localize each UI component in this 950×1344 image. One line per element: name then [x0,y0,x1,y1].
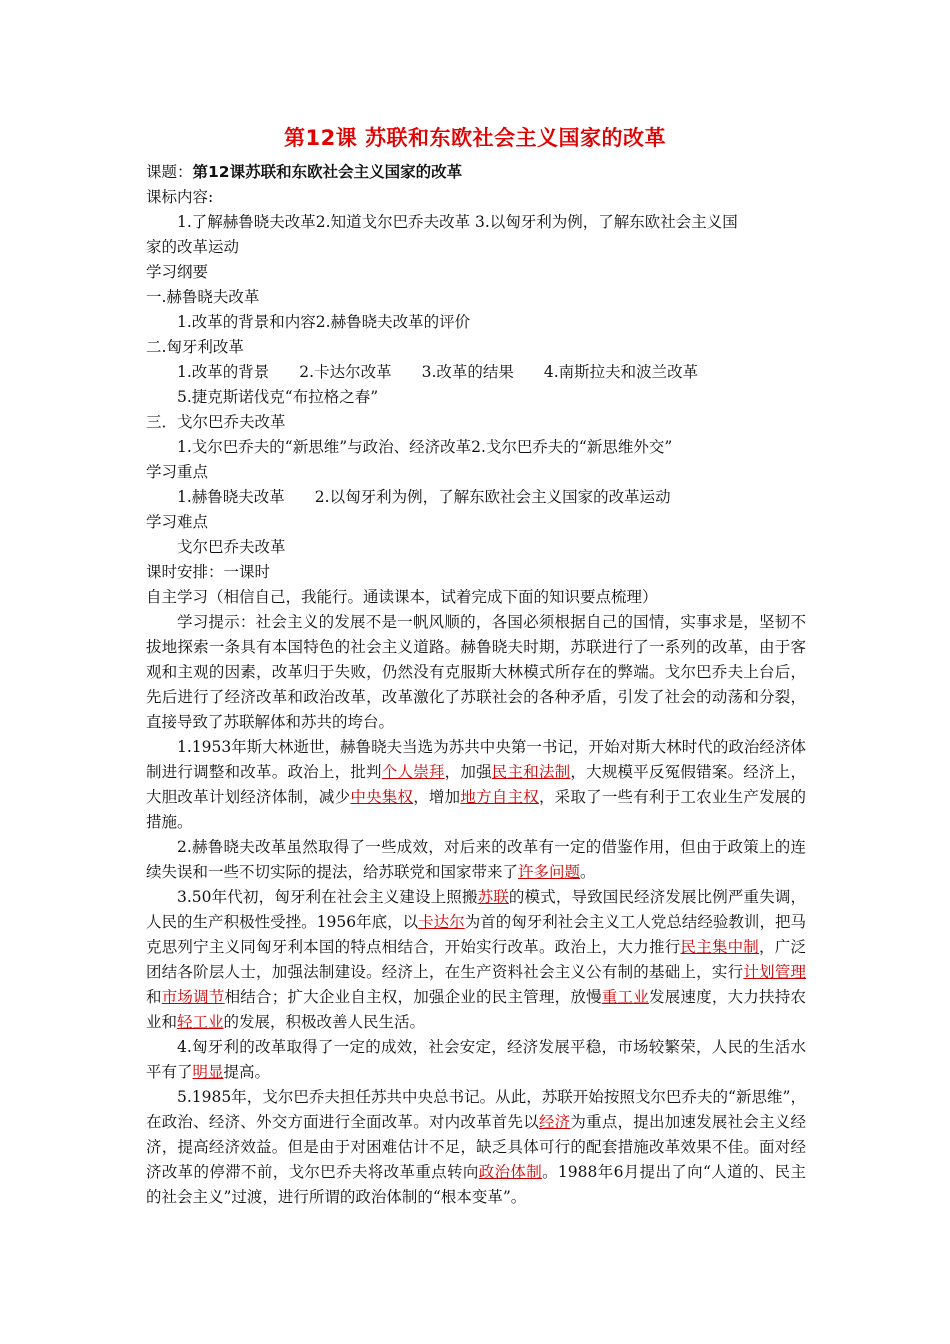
answer-blank: 许多问题 [518,863,581,881]
curriculum-label: 课标内容: [146,188,214,206]
outline-section-3-items: 1.戈尔巴乔夫的“新思维”与政治、经济改革2.戈尔巴乔夫的“新思维外交” [177,438,673,456]
hint-paragraph: 学习提示：社会主义的发展不是一帆风顺的，各国必须根据自己的国情，实事求是，坚韧不拔地探索一条具有本国特色的社会主义道路。赫鲁晓夫时期，苏联进行了一系列的改革，由于客观和主观的因素，改革归于失败，仍然没有克服斯大林模式所存在的弊端。戈尔巴乔夫上台后，先后进行了经济改革和政治改革，改革激化了苏联社会的各种矛盾，引发了社会的动荡和分裂，直接导致了苏联解体和苏共的垮台。 [146,613,806,731]
answer-blank: 民主集中制 [680,938,760,956]
outline-item: 4.南斯拉夫和波兰改革 [543,363,699,381]
paragraph-2: 2.赫鲁晓夫改革虽然取得了一些成效，对后来的改革有一定的借鉴作用，但由于政策上的连续失误和一些不切实际的提法，给苏联党和国家带来了许多问题。 [146,838,806,881]
paragraph-3: 3.50年代初，匈牙利在社会主义建设上照搬苏联的模式，导致国民经济发展比例严重失调，人民的生产积极性受挫。1956年底，以卡达尔为首的匈牙利社会主义工人党总结经验教训，把马克思列宁主义同匈牙利本国的特点相结合，开始实行改革。政治上，大力推行民主集中制，广泛团结各阶层人士，加强法制建设。经济上，在生产资料社会主义公有制的基础上，实行计划管理和市场调节相结合；扩大企业自主权，加强企业的民主管理，放慢重工业发展速度，大力扶持农业和轻工业的发展，积极改善人民生活。 [146,888,806,1031]
lesson-line [146,160,806,185]
answer-blank: 地方自主权 [460,788,539,806]
outline-item: 2.卡达尔改革 [299,363,392,381]
outline-section-2-heading: 二.匈牙利改革 [146,338,244,356]
answer-blank: 轻工业 [177,1013,224,1031]
page-title: 第12课 苏联和东欧社会主义国家的改革 [283,126,667,150]
answer-blank: 中央集权 [350,788,414,806]
outline-section-2-item-5: 5.捷克斯诺伐克“布拉格之春” [177,388,379,406]
key-point: 2.以匈牙利为例，了解东欧社会主义国家的改革运动 [314,488,671,506]
outline-item: 3.改革的结果 [421,363,514,381]
answer-blank: 卡达尔 [418,913,465,931]
outline-label: 学习纲要 [146,263,209,281]
answer-blank: 计划管理 [743,963,806,981]
answer-blank: 政治体制 [478,1163,543,1181]
paragraph-5: 5.1985年，戈尔巴乔夫担任苏共中央总书记。从此，苏联开始按照戈尔巴乔夫的“新思维”，在政治、经济、外交方面进行全面改革。对内改革首先以经济为重点，提出加速发展社会主义经济，提高经济效益。但是由于对困难估计不足，缺乏具体可行的配套措施改革效果不佳。面对经济改革的停滞不前，戈尔巴乔夫将改革重点转向政治体制。1988年6月提出了向“人道的、民主的社会主义”过渡，进行所谓的政治体制的“根本变革”。 [146,1088,806,1206]
answer-blank: 经济 [538,1113,571,1131]
curriculum-text: 1.了解赫鲁晓夫改革2.知道戈尔巴乔夫改革 3.以匈牙利为例，了解东欧社会主义国 [177,213,738,231]
curriculum-text-cont: 家的改革运动 [146,238,240,256]
paragraph-1: 1.1953年斯大林逝世，赫鲁晓夫当选为苏共中央第一书记，开始对斯大林时代的政治经济体制进行调整和改革。政治上，批判个人崇拜，加强民主和法制，大规模平反冤假错案。经济上，大胆改革计划经济体制，减少中央集权，增加地方自主权，采取了一些有利于工农业生产发展的措施。 [146,738,806,831]
outline-section-2-items [146,360,806,385]
outline-item: 1.改革的背景 [177,363,270,381]
key-point: 1.赫鲁晓夫改革 [177,488,285,506]
lesson-value: 第12课苏联和东欧社会主义国家的改革 [192,163,463,181]
key-points-items [146,485,806,510]
answer-blank: 民主和法制 [491,763,571,781]
answer-blank: 重工业 [601,988,649,1006]
answer-blank: 明显 [192,1063,224,1081]
answer-blank: 市场调节 [161,988,225,1006]
answer-blank: 个人崇拜 [381,763,445,781]
outline-section-1-items: 1.改革的背景和内容2.赫鲁晓夫改革的评价 [177,313,471,331]
outline-section-1-heading: 一.赫鲁晓夫改革 [146,288,260,306]
difficulty-label: 学习难点 [146,513,209,531]
answer-blank: 苏联 [477,888,509,906]
key-points-label: 学习重点 [146,463,209,481]
paragraph-4: 4.匈牙利的改革取得了一定的成效，社会安定，经济发展平稳，市场较繁荣，人民的生活水平有了明显提高。 [146,1038,806,1081]
outline-section-3-heading: 三．戈尔巴乔夫改革 [146,413,286,431]
self-study-line: 自主学习（相信自己，我能行。通读课本，试着完成下面的知识要点梳理） [146,588,658,606]
difficulty-text: 戈尔巴乔夫改革 [177,538,286,556]
lesson-label: 课题： [146,163,193,181]
schedule-line: 课时安排：一课时 [146,563,271,581]
document-body [146,160,806,1210]
